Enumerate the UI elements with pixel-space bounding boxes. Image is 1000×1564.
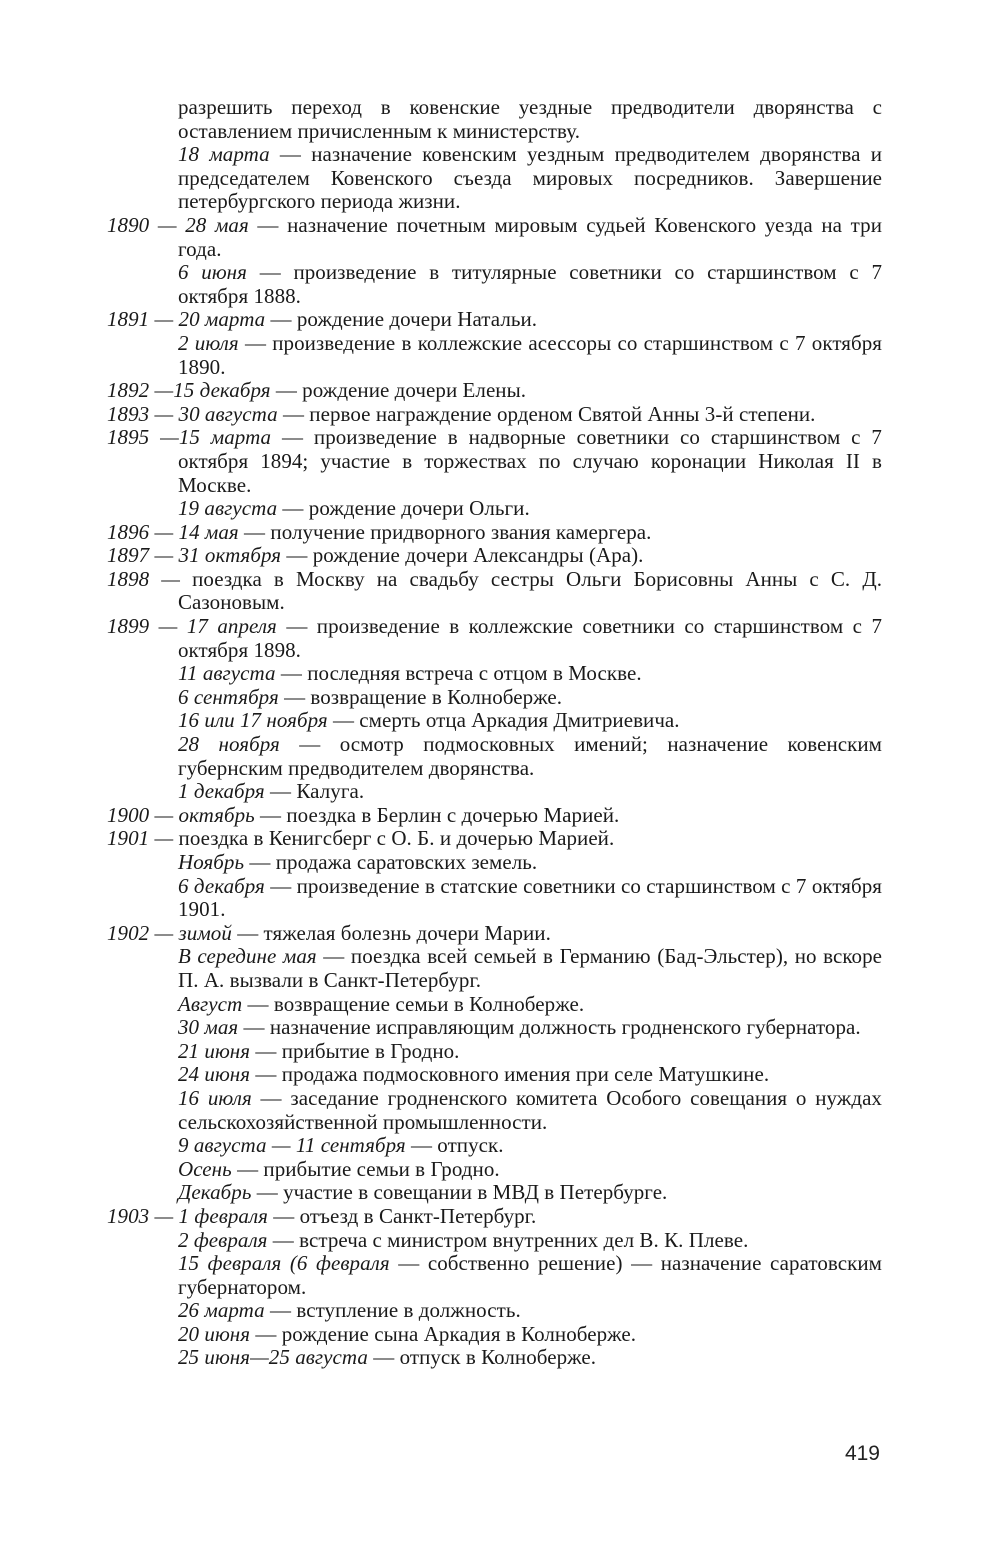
entry-year: 1891 bbox=[107, 307, 150, 332]
chronology-entry bbox=[178, 993, 882, 1017]
entry-separator: — bbox=[149, 566, 193, 591]
entry-date: 2 февраля bbox=[178, 1227, 268, 1252]
entry-date: 17 апреля bbox=[186, 614, 277, 639]
page-number: 419 bbox=[844, 1442, 880, 1465]
entry-text: — рождение дочери Ольги. bbox=[277, 496, 530, 521]
chronology-entry bbox=[107, 827, 882, 851]
chronology-entry bbox=[107, 568, 882, 615]
entry-year: 1898 bbox=[107, 566, 150, 591]
entry-text: — продажа саратовских земель. bbox=[244, 850, 538, 874]
entry-separator: — bbox=[149, 378, 174, 403]
entry-text: — назначение почетным мировым судьей Ковенского уезда на три года. bbox=[178, 212, 883, 261]
chronology-entry bbox=[178, 1016, 882, 1040]
entry-text: — произведение в коллежские советники со старшинством с 7 октября 1898. bbox=[178, 614, 882, 662]
entry-text: — вступление в должность. bbox=[264, 1298, 521, 1323]
entry-separator: — bbox=[149, 614, 187, 639]
chronology-entry bbox=[178, 261, 882, 308]
entry-text: — произведение в коллежские асессоры со старшинством с 7 октября 1890. bbox=[178, 330, 882, 379]
chronology-entry bbox=[178, 143, 882, 214]
chronology-entry bbox=[107, 804, 882, 828]
entry-text: — встреча с министром внутренних дел В. К. Плеве. bbox=[267, 1227, 749, 1252]
entry-date: 16 или 17 ноября bbox=[178, 708, 328, 733]
entry-text: — рождение дочери Александры (Ара). bbox=[281, 543, 644, 568]
entry-date: 2 июля bbox=[178, 330, 239, 355]
chronology-entry bbox=[178, 686, 882, 710]
entry-text: — поездка в Берлин с дочерью Марией. bbox=[254, 802, 620, 827]
entry-date: зимой bbox=[178, 920, 232, 945]
entry-text: — получение придворного звания камергера. bbox=[238, 519, 652, 544]
entry-date: 11 августа bbox=[178, 661, 276, 686]
entry-text: — смерть отца Аркадия Дмитриевича. bbox=[327, 708, 680, 733]
entry-text: — рождение дочери Елены. bbox=[270, 378, 527, 403]
entry-text: — произведение в титулярные советники со старшинством с 7 октября 1888. bbox=[178, 260, 882, 308]
entry-separator: — bbox=[149, 519, 179, 544]
entry-year: 1903 bbox=[107, 1203, 150, 1228]
entry-text: поездка в Кенигсберг с О. Б. и дочерью Марией. bbox=[178, 826, 615, 851]
entry-date: 15 декабря bbox=[173, 378, 271, 403]
entry-separator: — bbox=[149, 401, 179, 426]
chronology-entry bbox=[178, 497, 882, 521]
chronology-entry bbox=[107, 521, 882, 545]
entry-text: — отъезд в Санкт-Петербург. bbox=[268, 1203, 537, 1228]
entry-date: 18 марта bbox=[178, 142, 270, 167]
chronology-entry bbox=[178, 1134, 882, 1158]
entry-text: поездка в Москву на свадьбу сестры Ольги Борисовны Анны с С. Д. Сазоновым. bbox=[178, 566, 882, 615]
chronology-entry bbox=[178, 709, 882, 733]
entry-date: 30 августа bbox=[178, 401, 278, 426]
entry-text: — рождение дочери Натальи. bbox=[265, 307, 538, 332]
entry-text: — отпуск. bbox=[405, 1133, 504, 1158]
entry-separator: — bbox=[149, 802, 179, 827]
entry-date: 6 июня bbox=[178, 260, 247, 285]
chronology-entry bbox=[178, 1299, 882, 1323]
chronology-entry bbox=[178, 875, 882, 922]
entry-date: 30 мая bbox=[178, 1015, 239, 1040]
entry-text: — прибытие в Гродно. bbox=[250, 1038, 460, 1063]
entry-date: октябрь bbox=[178, 802, 255, 827]
entry-text: — собственно решение) — назначение саратовским губернатором. bbox=[178, 1251, 882, 1299]
entry-year: 1902 bbox=[107, 920, 150, 945]
entry-year: 1897 bbox=[107, 543, 150, 568]
entry-year: 1895 bbox=[107, 425, 150, 450]
entry-date: 6 сентября bbox=[178, 684, 279, 709]
chronology-entry bbox=[107, 426, 882, 497]
entry-year: 1893 bbox=[107, 401, 150, 426]
chronology-entry bbox=[107, 214, 882, 261]
entry-date: В середине мая bbox=[178, 944, 317, 969]
entry-text: — произведение в надворные советники со старшинством с 7 октября 1894; участие в торжествах по случаю коронации Николая II в Москве. bbox=[178, 425, 882, 497]
entry-text: — последняя встреча с отцом в Москве. bbox=[275, 661, 642, 686]
entry-date: 15 февраля (6 февраля bbox=[178, 1251, 390, 1276]
entry-text: — рождение сына Аркадия в Колноберже. bbox=[250, 1321, 637, 1346]
chronology-entry bbox=[178, 1346, 882, 1370]
entry-date: Декабрь bbox=[178, 1180, 252, 1205]
entry-separator: — bbox=[149, 826, 179, 851]
entry-date: Август bbox=[178, 991, 243, 1016]
entry-text: — возвращение семьи в Колноберже. bbox=[242, 991, 585, 1016]
entry-date: 15 марта bbox=[178, 425, 272, 450]
entry-date: 1 февраля bbox=[178, 1203, 268, 1228]
chronology-entry bbox=[178, 945, 882, 992]
entry-text: — прибытие семьи в Гродно. bbox=[231, 1156, 500, 1181]
entry-date: 31 октября bbox=[178, 543, 282, 568]
chronology-list bbox=[107, 95, 883, 1370]
entry-date: Ноябрь bbox=[178, 850, 245, 874]
entry-separator: — bbox=[149, 307, 179, 332]
entry-date: 25 июня—25 августа bbox=[178, 1345, 368, 1370]
entry-separator: — bbox=[149, 920, 179, 945]
entry-text: — отпуск в Колноберже. bbox=[367, 1345, 597, 1370]
entry-text: — возвращение в Колноберже. bbox=[278, 684, 563, 709]
entry-year: 1901 bbox=[107, 826, 150, 851]
entry-date: 24 июня bbox=[178, 1062, 251, 1087]
entry-text: — продажа подмосковного имения при селе Матушкине. bbox=[250, 1062, 770, 1087]
entry-date: 20 июня bbox=[178, 1321, 251, 1346]
entry-year: 1896 bbox=[107, 519, 150, 544]
entry-date: 16 июля bbox=[178, 1085, 252, 1110]
chronology-entry bbox=[178, 1087, 882, 1134]
entry-date: 28 мая bbox=[185, 212, 249, 237]
entry-date: 20 марта bbox=[178, 307, 266, 332]
entry-date: 21 июня bbox=[178, 1038, 251, 1063]
chronology-entry bbox=[178, 1252, 882, 1299]
chronology-entry bbox=[107, 544, 882, 568]
chronology-entry bbox=[107, 922, 882, 946]
chronology-entry bbox=[178, 780, 882, 804]
entry-date: 1 декабря bbox=[178, 779, 265, 804]
entry-date: 26 марта bbox=[178, 1298, 265, 1323]
entry-separator: — bbox=[149, 425, 179, 450]
entry-text: — тяжелая болезнь дочери Марии. bbox=[231, 920, 551, 945]
chronology-entry bbox=[107, 308, 882, 332]
entry-separator: — bbox=[149, 543, 179, 568]
chronology-entry bbox=[178, 1158, 882, 1182]
chronology-entry bbox=[178, 1040, 882, 1064]
chronology-entry bbox=[107, 403, 882, 427]
entry-year: 1899 bbox=[107, 614, 150, 639]
chronology-entry bbox=[178, 1181, 882, 1205]
chronology-entry bbox=[178, 332, 882, 379]
entry-date: 19 августа bbox=[178, 496, 278, 521]
chronology-entry bbox=[107, 615, 882, 662]
chronology-entry bbox=[178, 1229, 882, 1253]
entry-text: — назначение ковенским уездным предводителем дворянства и председателем Ковенского съезда мировых посредников. Завершение петербургского периода жизни. bbox=[178, 142, 882, 214]
entry-text: — первое награждение орденом Святой Анны 3-й степени. bbox=[277, 401, 816, 426]
chronology-entry bbox=[178, 96, 882, 143]
chronology-entry bbox=[107, 1205, 882, 1229]
entry-separator: — bbox=[149, 212, 186, 237]
entry-separator: — bbox=[149, 1203, 179, 1228]
entry-text: — заседание гродненского комитета Особого совещания о нуждах сельскохозяйственной промышленности. bbox=[178, 1085, 882, 1134]
chronology-entry bbox=[178, 733, 882, 780]
chronology-entry bbox=[178, 1323, 882, 1347]
entry-year: 1892 bbox=[107, 378, 150, 403]
entry-date: 14 мая bbox=[178, 519, 239, 544]
entry-year: 1890 bbox=[107, 212, 150, 237]
entry-text: — участие в совещании в МВД в Петербурге. bbox=[251, 1180, 668, 1205]
entry-text: — поездка всей семьей в Германию (Бад-Эльстер), но вскоре П. А. вызвали в Санкт-Петербург. bbox=[178, 944, 882, 992]
entry-date: 6 декабря bbox=[178, 873, 265, 898]
entry-date: 9 августа — 11 сентября bbox=[178, 1133, 406, 1158]
entry-text: разрешить переход в ковенские уездные предводители дворянства с оставлением причисленным к министерству. bbox=[178, 95, 882, 143]
entry-text: — осмотр подмосковных имений; назначение ковенским губернским предводителем дворянства. bbox=[178, 732, 882, 780]
chronology-entry bbox=[178, 662, 882, 686]
entry-text: — Калуга. bbox=[264, 779, 365, 804]
entry-year: 1900 bbox=[107, 802, 150, 827]
entry-text: — назначение исправляющим должность гродненского губернатора. bbox=[238, 1015, 861, 1040]
entry-date: 28 ноября bbox=[178, 732, 280, 757]
entry-date: Осень bbox=[178, 1156, 232, 1181]
entry-text: — произведение в статские советники со старшинством с 7 октября 1901. bbox=[178, 873, 882, 922]
chronology-entry bbox=[178, 1063, 882, 1087]
chronology-entry bbox=[178, 851, 882, 875]
chronology-entry bbox=[107, 379, 882, 403]
